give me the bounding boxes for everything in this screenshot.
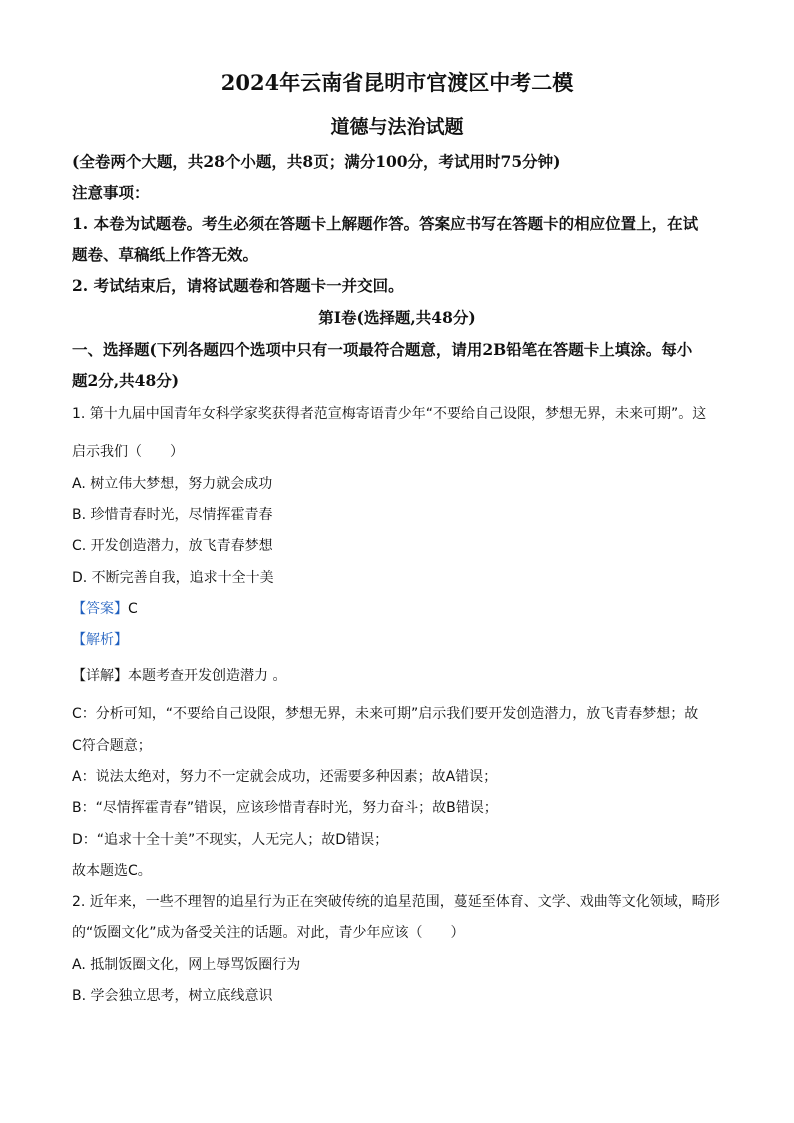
q2-stem-line-1: 2. 近年来，一些不理智的追星行为正在突破传统的追星范围，蔓延至体育、文学、戏曲等文化领域，畸形 xyxy=(72,894,720,910)
q1-explanation-a: A：说法太绝对，努力不一定就会成功，还需要多种因素；故A错误； xyxy=(72,769,498,785)
answer-label: 【答案】 xyxy=(72,601,128,617)
answer-value: C xyxy=(128,601,138,617)
volume-title: 第Ⅰ卷(选择题,共48分) xyxy=(318,308,476,327)
notice-heading: 注意事项： xyxy=(72,183,150,202)
q1-stem-line-2: 启示我们（ ） xyxy=(72,444,184,460)
q1-stem-line-1: 1. 第十九届中国青年女科学家奖获得者范宣梅寄语青少年“不要给自己设限，梦想无界，未来可期”。这 xyxy=(72,406,707,422)
q1-option-c: C. 开发创造潜力，放飞青春梦想 xyxy=(72,538,273,554)
q1-analysis-heading xyxy=(72,629,128,649)
q1-explanation-d: D：“追求十全十美”不现实，人无完人；故D错误； xyxy=(72,832,389,848)
q2-stem-line-2: 的“饭圈文化”成为备受关注的话题。对此，青少年应该（ ） xyxy=(72,925,465,941)
q1-answer xyxy=(72,598,138,618)
detail-text: 本题考查开发创造潜力 。 xyxy=(128,668,287,684)
notice-item-1-line-1: 1. 本卷为试题卷。考生必须在答题卡上解题作答。答案应书写在答题卡的相应位置上，在试 xyxy=(72,214,699,233)
q1-conclusion: 故本题选C。 xyxy=(72,863,152,879)
exam-title: 2024年云南省昆明市官渡区中考二模 xyxy=(220,70,574,95)
exam-subject: 道德与法治试题 xyxy=(330,116,464,138)
analysis-label: 【解析】 xyxy=(72,632,128,648)
q2-option-a: A. 抵制饭圈文化，网上辱骂饭圈行为 xyxy=(72,957,301,973)
q1-option-d: D. 不断完善自我，追求十全十美 xyxy=(72,570,274,586)
part-heading-line-2: 题2分,共48分) xyxy=(72,371,180,390)
q1-detail xyxy=(72,665,286,685)
q1-option-b: B. 珍惜青春时光，尽情挥霍青春 xyxy=(72,507,273,523)
q1-explanation-c-line-1: C：分析可知，“不要给自己设限，梦想无界，未来可期”启示我们要开发创造潜力，放飞青春梦想；故 xyxy=(72,706,699,722)
exam-scope: (全卷两个大题，共28个小题，共8页；满分100分，考试用时75分钟) xyxy=(72,152,561,171)
q1-explanation-c-line-2: C符合题意； xyxy=(72,738,152,754)
detail-label: 【详解】 xyxy=(72,668,128,684)
q1-explanation-b: B：“尽情挥霍青春”错误，应该珍惜青春时光，努力奋斗；故B错误； xyxy=(72,800,498,816)
notice-item-2: 2. 考试结束后，请将试题卷和答题卡一并交回。 xyxy=(72,276,404,295)
part-heading-line-1: 一、选择题(下列各题四个选项中只有一项最符合题意，请用2B铅笔在答题卡上填涂。每小 xyxy=(72,340,693,359)
q1-option-a: A. 树立伟大梦想，努力就会成功 xyxy=(72,476,273,492)
q2-option-b: B. 学会独立思考，树立底线意识 xyxy=(72,988,273,1004)
notice-item-1-line-2: 题卷、草稿纸上作答无效。 xyxy=(72,245,259,264)
